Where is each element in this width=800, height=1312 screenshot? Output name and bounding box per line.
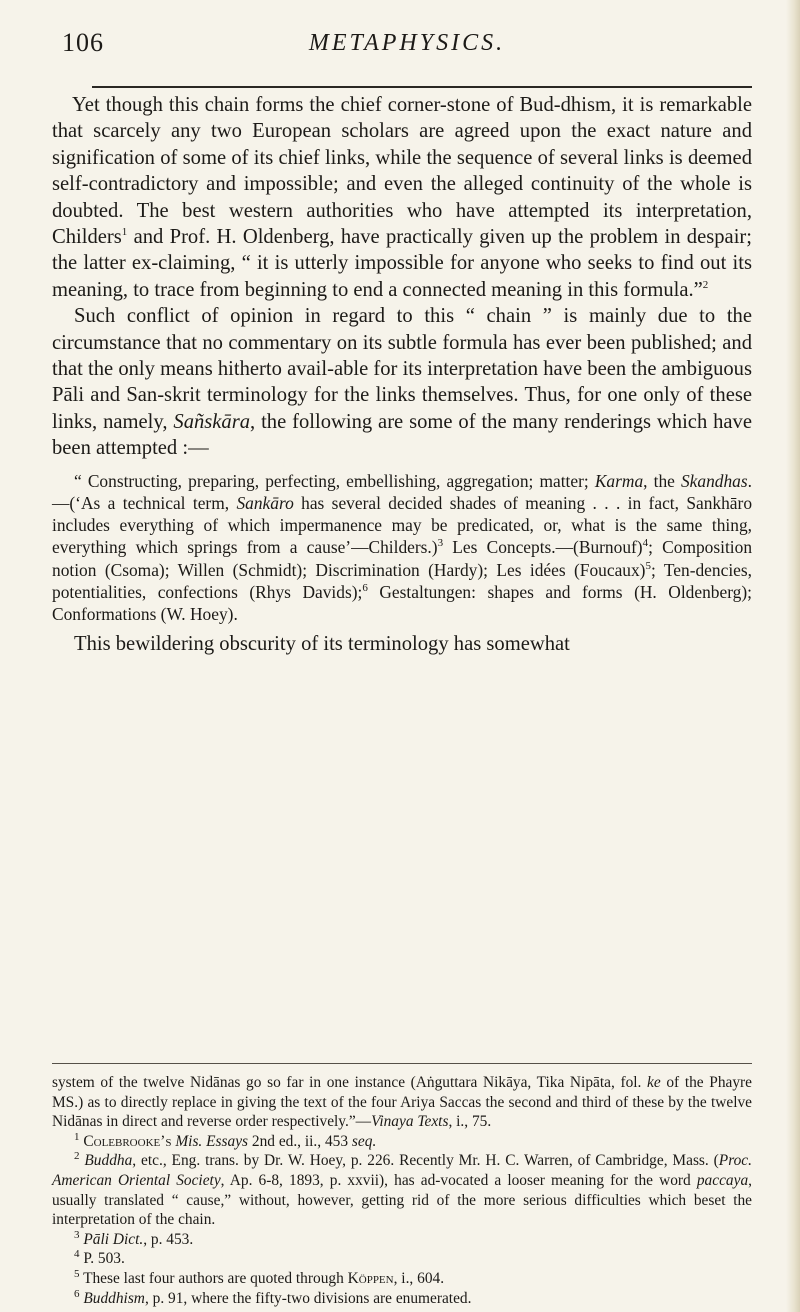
footnote-1: [52, 1132, 752, 1152]
footnote-2-number: 2: [74, 1150, 80, 1163]
page-number: 106: [62, 28, 104, 57]
footnote-3-rest: , p. 453.: [143, 1230, 194, 1248]
footnote-1-rest: 2nd ed., ii., 453: [248, 1132, 352, 1150]
footnote-rule: [52, 1063, 752, 1064]
footnote-1-author: Colebrooke’s: [83, 1132, 172, 1150]
paragraph-2: [52, 303, 752, 461]
p2-text-b: , the following are some of the many renderings which have been attempted :—: [52, 410, 752, 460]
footnote-1-seq: seq.: [351, 1132, 377, 1150]
paragraph-1: [52, 92, 752, 303]
paragraph-3: This bewildering obscurity of its terminology has somewhat: [74, 633, 570, 656]
footnote-3: [52, 1230, 752, 1250]
footnote-ref-3: 3: [437, 537, 444, 550]
footnote-5-text-b: , i., 604.: [393, 1269, 445, 1287]
term-skandhas: Skandhas: [680, 470, 748, 491]
fn-cont-text-c: , i., 75.: [448, 1113, 492, 1131]
p1-text-b: and Prof. H. Oldenberg, have practically given up the problem in despair; the latter ex-claiming, “ it is utterly impossible for anyone who seeks to find out its meaning, to trace from beginning to end a connected meaning in this formula.”: [52, 226, 752, 301]
footnote-6: [52, 1289, 752, 1309]
quote-text-d: has several decided shades of meaning . . . in fact, Sankhāro includes everything of which impermanence may be predicated, or, what is the same thing, everything which springs from a cause’—Childers.): [52, 492, 753, 558]
renderings-quote: [52, 470, 752, 625]
footnotes: [52, 1073, 752, 1308]
footnote-ref-2: 2: [702, 278, 709, 291]
running-head: METAPHYSICS.: [308, 30, 506, 56]
term-sankaro: Sankāro: [236, 492, 294, 513]
footnote-5: [52, 1269, 752, 1289]
term-sanskara: Sañskāra: [173, 410, 251, 433]
page-edge-shadow: [786, 0, 800, 1312]
footnote-2-title: Buddha: [84, 1152, 133, 1170]
p1-text-a: Yet though this chain forms the chief corner-stone of Bud-dhism, it is remarkable that scarcely any two European scholars are agreed upon the exact nature and signification of some of its chief links, while the sequence of several links is deemed self-contradictory and impossible; and even the alleged continuity of the whole is doubted. The best western authorities who have attempted its interpretation, Childers: [52, 94, 752, 249]
header-rule: [92, 86, 752, 88]
footnote-1-title: Mis. Essays: [175, 1132, 249, 1150]
footnote-1-number: 1: [74, 1130, 80, 1143]
footnote-ref-5: 5: [645, 559, 651, 572]
footnote-5-author: Köppen: [347, 1269, 394, 1287]
footnote-2-text-a: , etc., Eng. trans. by Dr. W. Hoey, p. 226. Recently Mr. H. C. Warren, of Cambridge, Mass. (: [132, 1152, 719, 1170]
quote-text-a: “ Constructing, preparing, perfecting, embellishing, aggregation; matter;: [74, 470, 595, 491]
fn-cont-text-b: of the Phayre MS.) as to directly replace in giving the text of the four Ariya Saccas the second and third of these by the twelve Nidānas in direct and reverse order respectively.”—: [52, 1074, 753, 1131]
footnote-2-journal: Proc. American Oriental Society: [52, 1152, 752, 1189]
footnote-4: [52, 1249, 752, 1269]
footnote-4-number: 4: [74, 1248, 80, 1261]
quote-text-h: Gestaltungen: shapes and forms (H. Oldenberg); Conformations (W. Hoey).: [52, 581, 752, 624]
fn-cont-folio: ke: [647, 1074, 661, 1091]
fn-cont-text-a: system of the twelve Nidānas go so far in one instance (Aṅguttara Nikāya, Tika Nipāta, fol.: [52, 1074, 648, 1091]
footnote-6-title: Buddhism: [83, 1289, 145, 1307]
quote-text-f: ; Composition notion (Csoma); Willen (Schmidt); Discrimination (Hardy); Les idées (Foucaux): [52, 537, 753, 580]
footnote-3-title: Pāli Dict.: [83, 1230, 144, 1248]
footnote-ref-6: 6: [362, 581, 368, 594]
quote-text-b: , the: [643, 470, 681, 491]
p2-text-a: Such conflict of opinion in regard to this “ chain ” is mainly due to the circumstance that no commentary on its subtle formula has ever been published; and that the only means hitherto avail-able for its interpretation have been the ambiguous Pāli and San-skrit terminology for the links themselves. Thus, for one only of these links, namely,: [52, 305, 752, 433]
footnote-2-text-b: , Ap. 6-8, 1893, p. xxvii), has ad-vocated a looser meaning for the word: [220, 1171, 697, 1189]
quote-text-c: .—(‘As a technical term,: [52, 470, 752, 513]
footnote-6-number: 6: [74, 1287, 80, 1300]
term-karma: Karma: [594, 470, 644, 491]
footnote-6-rest: , p. 91, where the fifty-two divisions are enumerated.: [144, 1289, 472, 1307]
page-header: [62, 22, 752, 62]
footnote-5-number: 5: [74, 1267, 80, 1280]
footnote-continuation: [52, 1073, 752, 1132]
footnote-5-text-a: These last four authors are quoted through: [83, 1269, 348, 1287]
body-text: [52, 92, 752, 658]
footnote-2-text-c: , usually translated “ cause,” without, however, getting rid of the more serious difficulties which beset the interpretation of the chain.: [52, 1171, 752, 1229]
footnote-2: [52, 1151, 752, 1229]
footnote-4-text: P. 503.: [83, 1250, 125, 1268]
footnote-ref-1: 1: [121, 226, 128, 239]
footnote-ref-4: 4: [642, 537, 649, 550]
footnote-3-number: 3: [74, 1228, 80, 1241]
fn-cont-source: Vinaya Texts: [371, 1113, 449, 1131]
quote-text-e: Les Concepts.—(Burnouf): [443, 537, 643, 558]
footnote-2-word: paccaya: [696, 1171, 749, 1189]
quote-text-g: ; Ten-dencies, potentialities, confections (Rhys Davids);: [52, 559, 752, 602]
